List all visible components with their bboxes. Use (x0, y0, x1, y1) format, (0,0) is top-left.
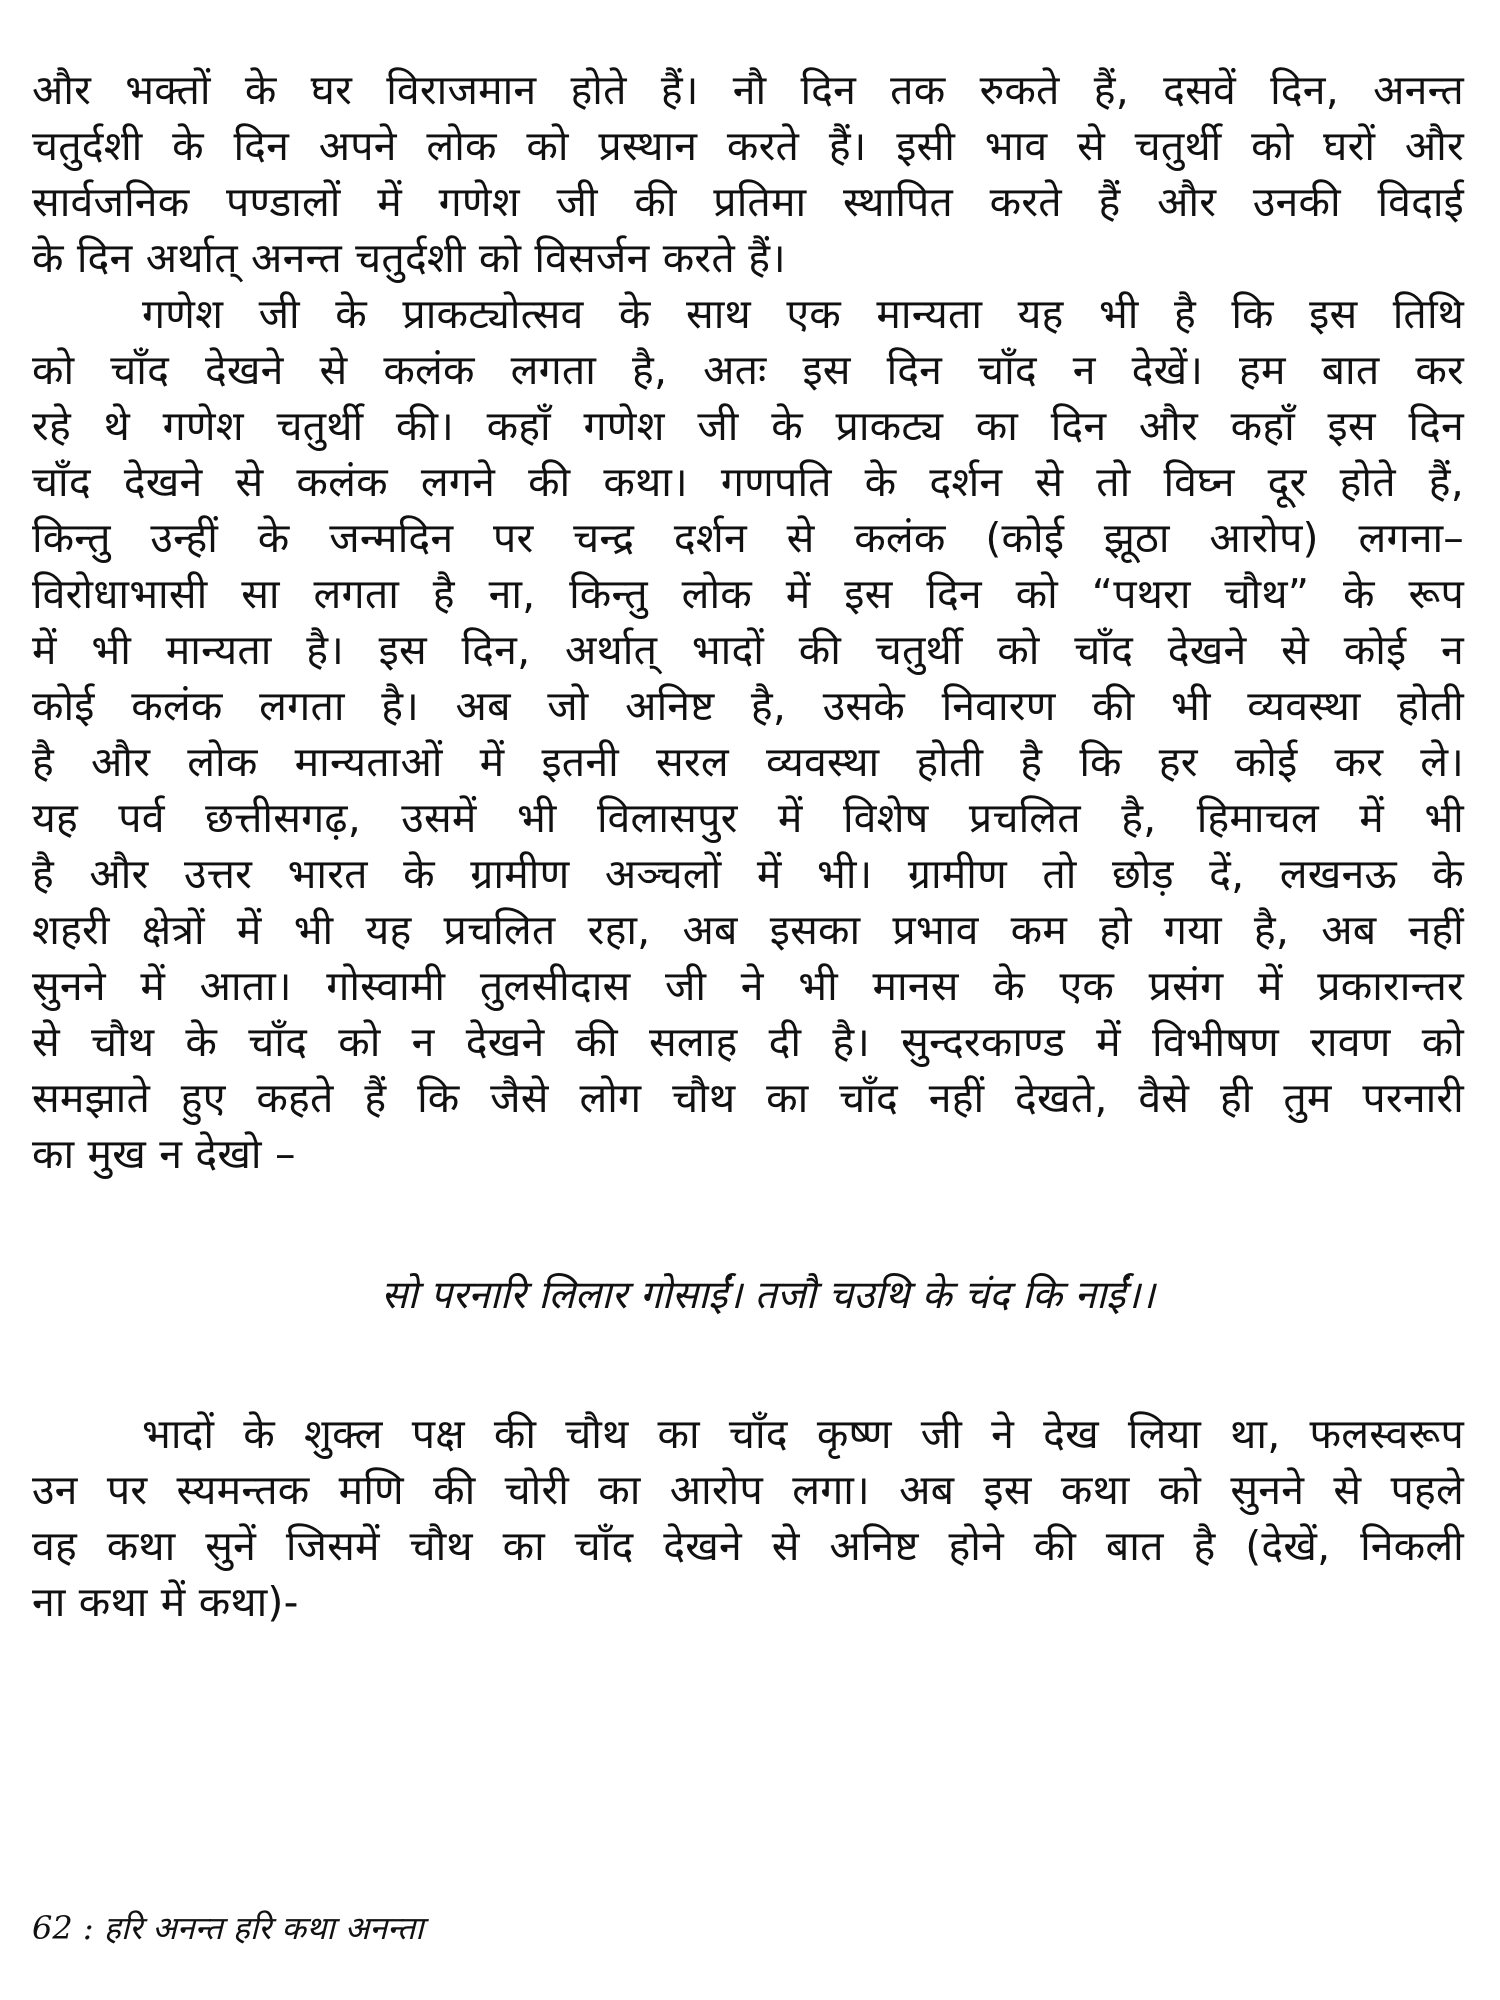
text-line: कोई कलंक लगता है। अब जो अनिष्ट है, उसके निवारण की भी व्यवस्था होती (32, 682, 1464, 730)
text-line: के दिन अर्थात् अनन्त चतुर्दशी को विसर्जन करते हैं। (32, 234, 786, 282)
text-line: यह पर्व छत्तीसगढ़, उसमें भी विलासपुर में विशेष प्रचलित है, हिमाचल में भी (32, 794, 1464, 842)
text-line: और भक्तों के घर विराजमान होते हैं। नौ दिन तक रुकते हैं, दसवें दिन, अनन्त (32, 66, 1464, 114)
text-line: विरोधाभासी सा लगता है ना, किन्तु लोक में इस दिन को “पथरा चौथ” के रूप (32, 570, 1464, 618)
text-line: वह कथा सुनें जिसमें चौथ का चाँद देखने से अनिष्ट होने की बात है (देखें, निकली (32, 1522, 1464, 1570)
paragraph-closing (32, 1406, 1464, 1630)
page-footer (32, 1906, 423, 1950)
text-line: सार्वजनिक पण्डालों में गणेश जी की प्रतिमा स्थापित करते हैं और उनकी विदाई (32, 178, 1464, 226)
text-line: है और लोक मान्यताओं में इतनी सरल व्यवस्था होती है कि हर कोई कर ले। (32, 738, 1464, 786)
text-line: ना कथा में कथा)- (32, 1578, 299, 1626)
text-line: का मुख न देखो – (32, 1130, 296, 1178)
footer-separator: : (82, 1909, 94, 1947)
text-line: किन्तु उन्हीं के जन्मदिन पर चन्द्र दर्शन से कलंक (कोई झूठा आरोप) लगना– (32, 514, 1464, 562)
text-line: है और उत्तर भारत के ग्रामीण अञ्चलों में भी। ग्रामीण तो छोड़ दें, लखनऊ के (32, 850, 1464, 898)
page-number: 62 (32, 1909, 73, 1947)
document-page (32, 62, 1464, 1630)
text-line: भादों के शुक्ल पक्ष की चौथ का चाँद कृष्ण जी ने देख लिया था, फलस्वरूप (142, 1410, 1464, 1458)
paragraph-intro (32, 62, 1464, 286)
verse-quote: सो परनारि लिलार गोसाईं। तजौ चउथि के चंद कि नाईं।। (381, 1273, 1155, 1318)
text-line: सुनने में आता। गोस्वामी तुलसीदास जी ने भी मानस के एक प्रसंग में प्रकारान्तर (32, 962, 1464, 1010)
text-line: चतुर्दशी के दिन अपने लोक को प्रस्थान करते हैं। इसी भाव से चतुर्थी को घरों और (32, 122, 1464, 170)
text-line: को चाँद देखने से कलंक लगता है, अतः इस दिन चाँद न देखें। हम बात कर (32, 346, 1464, 394)
text-line: में भी मान्यता है। इस दिन, अर्थात् भादों की चतुर्थी को चाँद देखने से कोई न (32, 626, 1464, 674)
text-line: समझाते हुए कहते हैं कि जैसे लोग चौथ का चाँद नहीं देखते, वैसे ही तुम परनारी (32, 1074, 1464, 1122)
text-line: से चौथ के चाँद को न देखने की सलाह दी है। सुन्दरकाण्ड में विभीषण रावण को (32, 1018, 1464, 1066)
text-line: उन पर स्यमन्तक मणि की चोरी का आरोप लगा। अब इस कथा को सुनने से पहले (32, 1466, 1464, 1514)
text-line: रहे थे गणेश चतुर्थी की। कहाँ गणेश जी के प्राकट्य का दिन और कहाँ इस दिन (32, 402, 1464, 450)
text-line: शहरी क्षेत्रों में भी यह प्रचलित रहा, अब इसका प्रभाव कम हो गया है, अब नहीं (32, 906, 1464, 954)
text-line: चाँद देखने से कलंक लगने की कथा। गणपति के दर्शन से तो विघ्न दूर होते हैं, (32, 458, 1464, 506)
book-title: हरि अनन्त हरि कथा अनन्ता (103, 1909, 424, 1947)
paragraph-belief (32, 286, 1464, 1182)
text-line: गणेश जी के प्राकट्योत्सव के साथ एक मान्यता यह भी है कि इस तिथि (142, 290, 1464, 338)
